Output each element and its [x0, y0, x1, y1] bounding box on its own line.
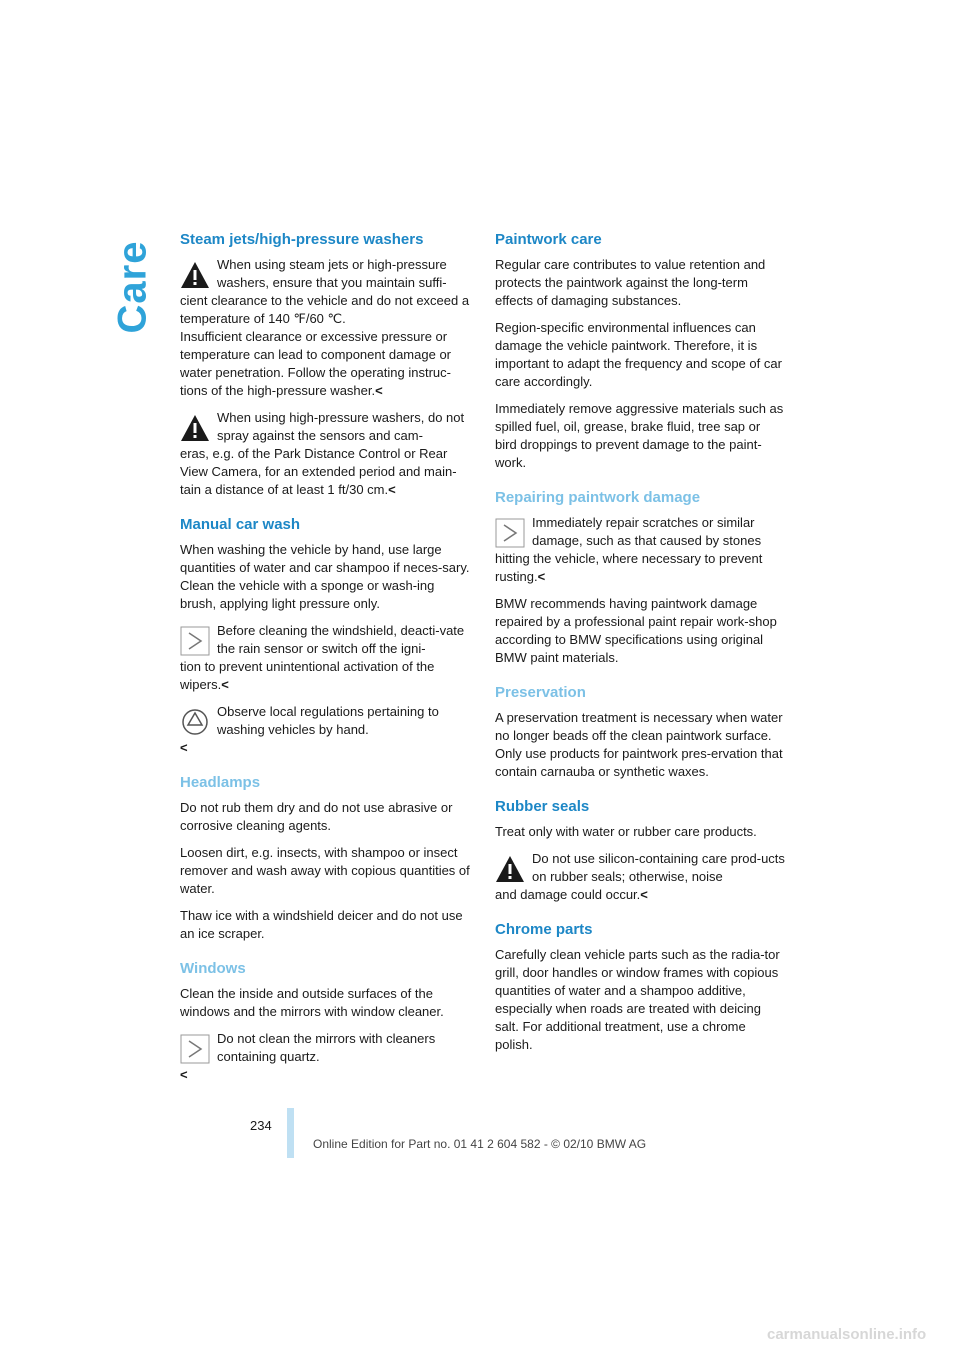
section-manual-car-wash: Manual car wash When washing the vehicle by hand, use large quantities of water and car shampoo if neces-sary. Clean the vehicle with a sponge or wash-ing brush, applying light pressure only. Before cleaning the windshield, deacti-vate the rain sensor or switch off the igni- tion to prevent unintentional activation of the wipers.< Observe local regulations pertaining to washing vehicles by hand. <: [180, 516, 470, 755]
chapter-title: Care: [110, 240, 155, 334]
section-preservation: Preservation A preservation treatment is necessary when water no longer beads off the clean paintwork surface. Only use products for paintwork pres-ervation that contain carnauba or synthetic waxes.: [495, 683, 785, 781]
section-title: Chrome parts: [495, 921, 593, 938]
warning-note: Do not use silicon-containing care prod-ucts on rubber seals; otherwise, noise and damage could occur.<: [495, 851, 785, 902]
section-chrome-parts: Chrome parts Carefully clean vehicle parts such as the radia-tor grill, door handles or window frames with copious quantities of water and a shampoo additive, especially when roads are treated with deicing salt. For additional treatment, use a chrome polish.: [495, 920, 785, 1054]
note-arrow-icon: [180, 626, 210, 656]
section-title: Paintwork care: [495, 231, 602, 248]
right-column: [495, 230, 785, 1070]
note: Before cleaning the windshield, deacti-vate the rain sensor or switch off the igni- tion to prevent unintentional activation of the wipers.<: [180, 623, 465, 692]
section-title: Rubber seals: [495, 798, 590, 815]
section-paintwork-care: Paintwork care Regular care contributes to value retention and protects the paintwork against the long-term effects of damaging substances. Region-specific environmental influences can damage the vehicle paintwork. Therefore, it is important to adapt the frequency and scope of car care accordingly. Immediately remove aggressive materials such as spilled fuel, oil, grease, brake fluid, tree sap or bird droppings to prevent damage to the paint-work.: [495, 231, 784, 470]
section-windows: Windows Clean the inside and outside surfaces of the windows and the mirrors with window cleaner. Do not clean the mirrors with cleaners containing quartz. <: [180, 959, 470, 1084]
section-title: Manual car wash: [180, 516, 301, 533]
left-column: [180, 230, 470, 1100]
footer-edition-text: Online Edition for Part no. 01 41 2 604 582 - © 02/10 BMW AG: [313, 1137, 647, 1151]
note-arrow-icon: [180, 1034, 210, 1064]
footer-accent-bar: [287, 1108, 294, 1158]
section-headlamps: Headlamps Do not rub them dry and do not use abrasive or corrosive cleaning agents. Loosen dirt, e.g. insects, with shampoo or insect remover and wash away with copious quantities of water. Thaw ice with a windshield deicer and do not use an ice scraper.: [180, 774, 470, 941]
section-rubber-seals: Rubber seals Treat only with water or rubber care products. Do not use silicon-containing care prod-ucts on rubber seals; otherwise, noise and damage could occur.<: [495, 798, 785, 902]
warning-triangle-icon: [495, 854, 525, 884]
page-number: 234: [250, 1118, 272, 1133]
section-title: Preservation: [495, 684, 586, 701]
section-title: Steam jets/high-pressure washers: [180, 231, 424, 248]
warning-triangle-icon: [180, 260, 210, 290]
section-steam-jets: [180, 230, 470, 499]
section-title: Repairing paintwork damage: [495, 489, 701, 506]
section-title: Windows: [180, 960, 246, 977]
note: Do not clean the mirrors with cleaners containing quartz. <: [180, 1031, 436, 1082]
warning-note: When using high-pressure washers, do not spray against the sensors and cam- eras, e.g. of the Park Distance Control or Rear View Camera, for an extended period and main-tain a distance of at least 1 ft/30 cm.<: [180, 410, 465, 497]
note-arrow-icon: [495, 518, 525, 548]
warning-triangle-icon: [180, 413, 210, 443]
warning-note: When using steam jets or high-pressure washers, ensure that you maintain suffi- cient clearance to the vehicle and do not exceed a temperature of 140 ℉/60 ℃. Insufficient clearance or excessive pressure or temperature can lead to component damage or water penetration. Follow the operating instruc-tions of the high-pressure washer.<: [180, 257, 470, 398]
watermark: carmanualsonline.info: [767, 1326, 927, 1343]
note: Immediately repair scratches or similar damage, such as that caused by stones hitting the vehicle, where necessary to prevent rusting.<: [495, 515, 763, 584]
section-repairing-paintwork: Repairing paintwork damage Immediately repair scratches or similar damage, such as that caused by stones hitting the vehicle, where necessary to prevent rusting.< BMW recommends having paintwork damage repaired by a professional paint repair work-shop according to BMW specifications using original BMW paint materials.: [495, 488, 785, 667]
recycling-icon: [180, 707, 210, 737]
environment-note: Observe local regulations pertaining to washing vehicles by hand. <: [180, 704, 439, 755]
section-title: Headlamps: [180, 774, 261, 791]
